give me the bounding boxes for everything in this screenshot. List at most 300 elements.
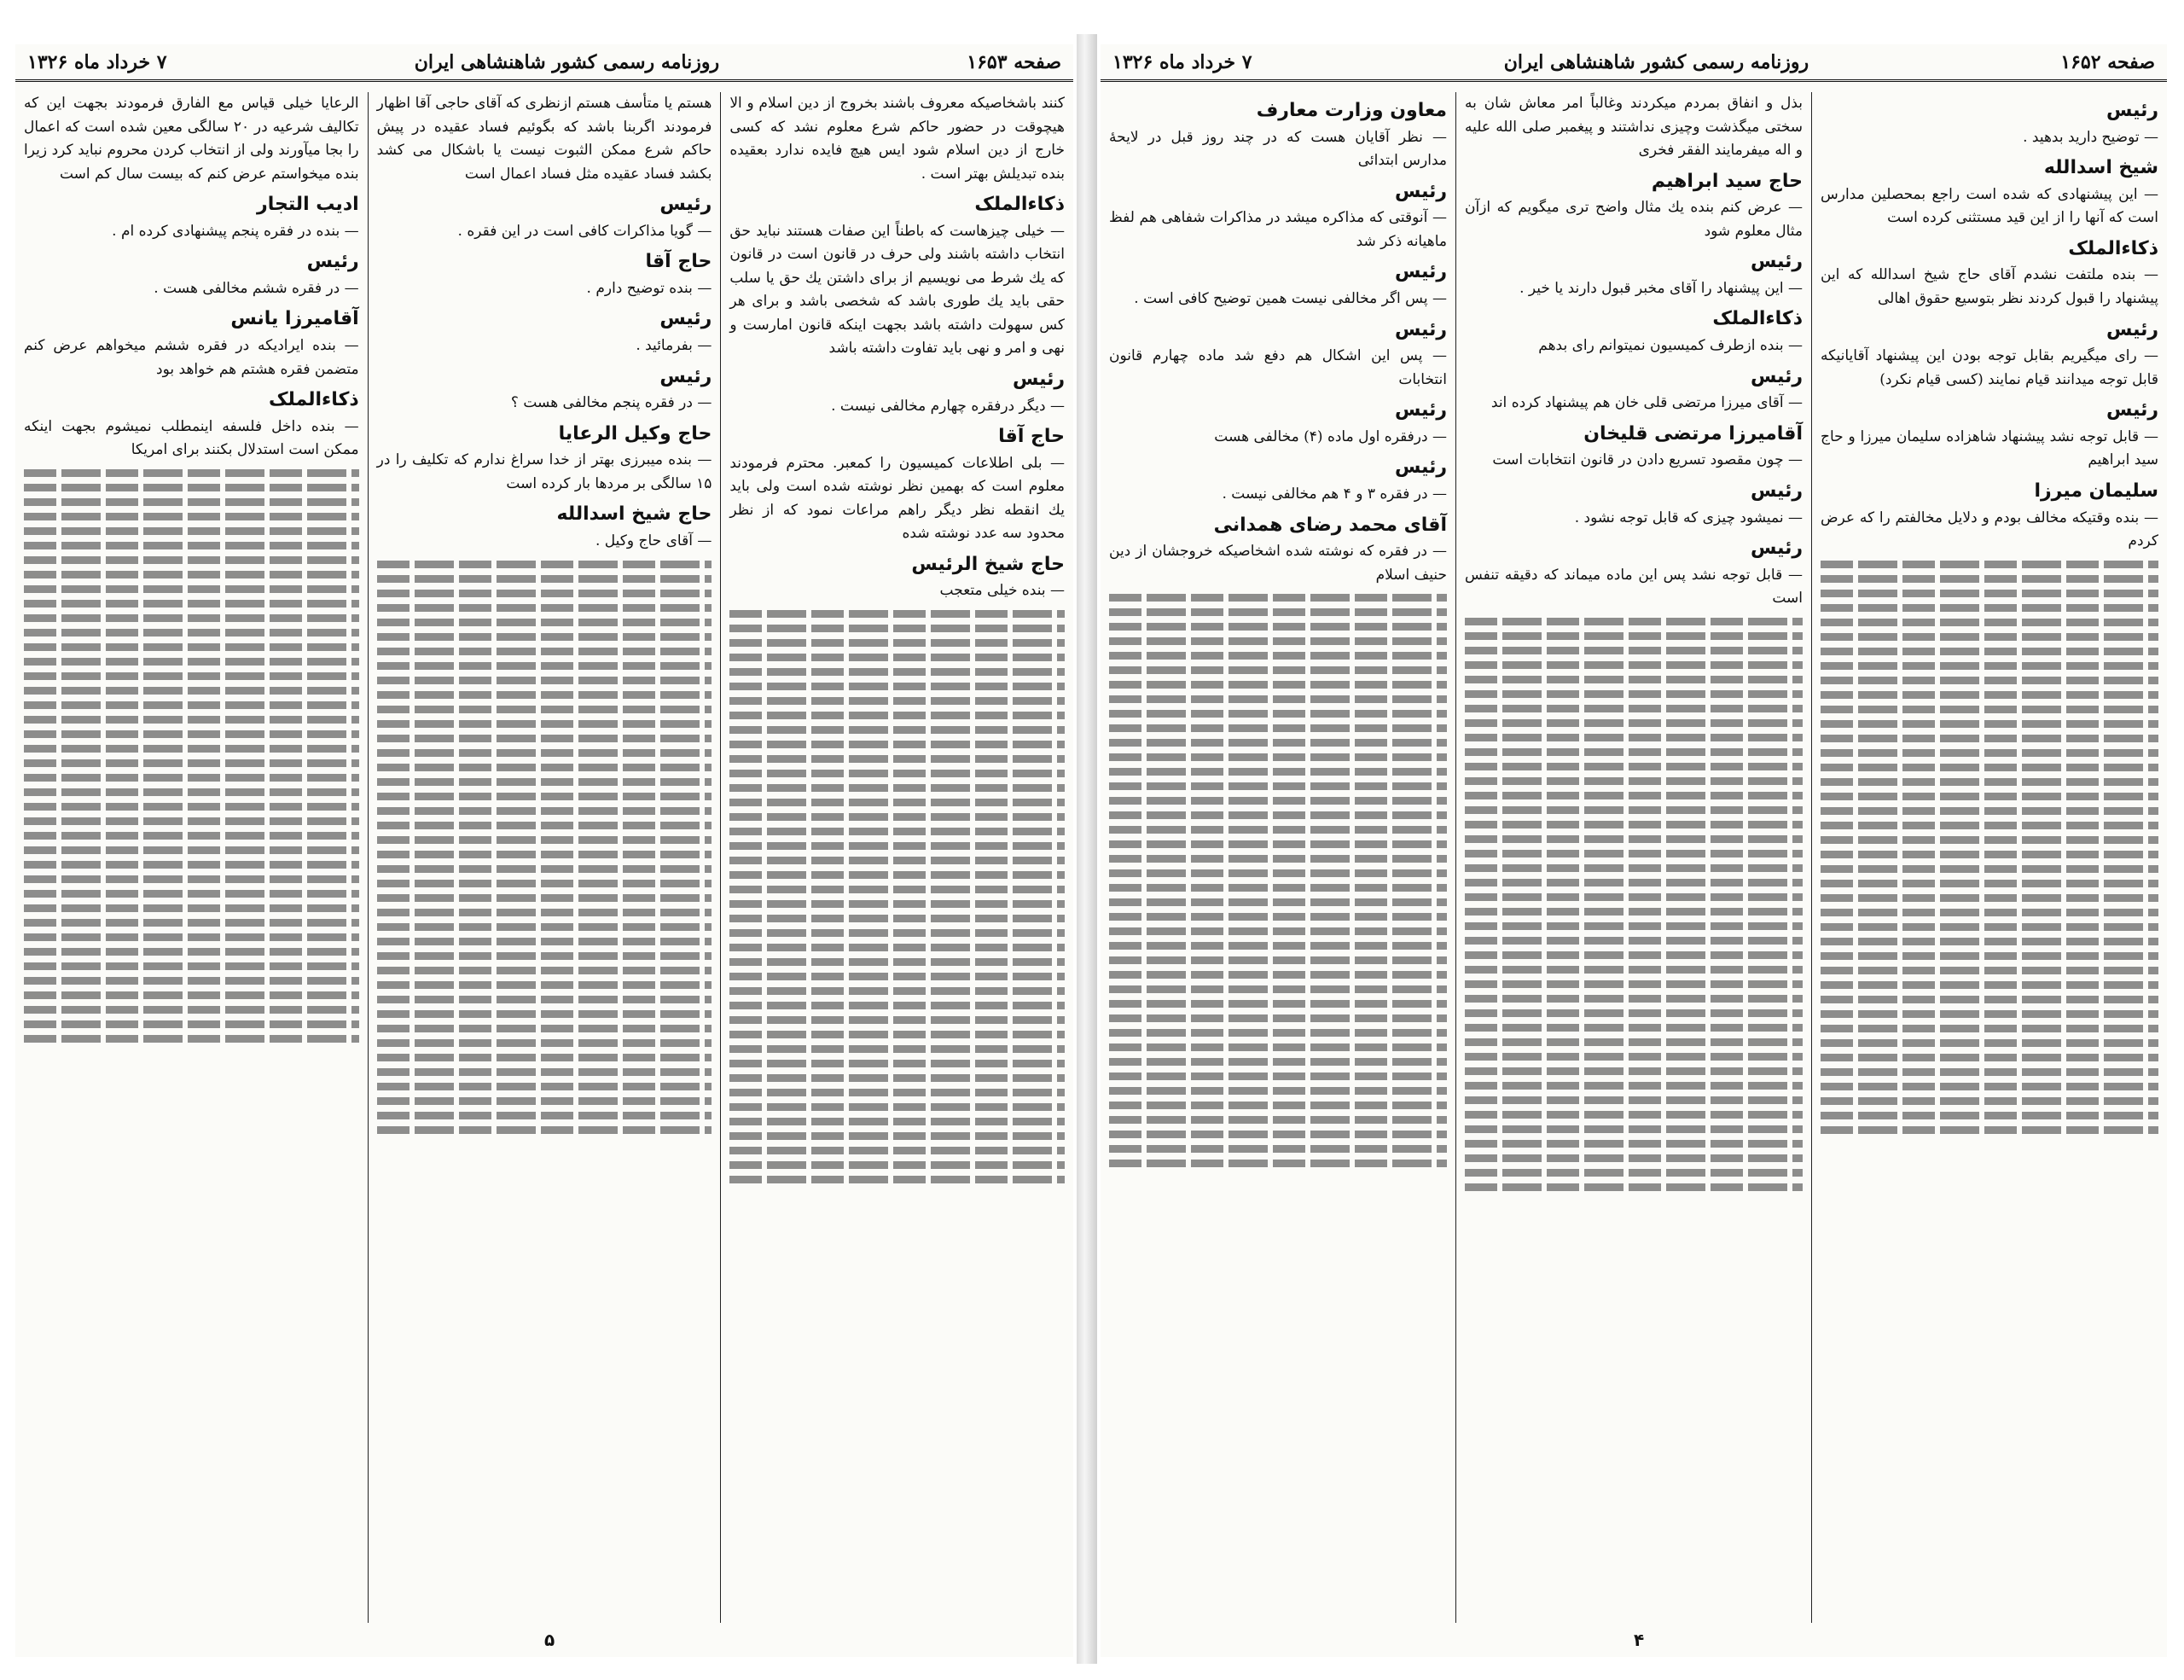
text-line-filler [377, 1054, 712, 1061]
page-footer-number: ۵ [544, 1630, 555, 1650]
speaker-name: آقای محمد رضای همدانی [1213, 514, 1447, 536]
text-line-filler [1109, 637, 1447, 645]
paragraph [377, 499, 712, 553]
text-line-filler [1465, 1169, 1803, 1177]
text-line-filler [24, 788, 359, 796]
speaker-name: شیخ اسدالله [2043, 157, 2158, 179]
text-line-filler [729, 1031, 1065, 1038]
text-line-filler [377, 662, 712, 670]
paragraph [1821, 476, 2158, 554]
paragraph [377, 304, 712, 358]
text-line-filler [24, 484, 359, 491]
text-line-filler [729, 799, 1065, 806]
paragraph [729, 421, 1065, 546]
paragraph [377, 92, 712, 186]
paragraph-text: — بنده داخل فلسفه اینمطلب نمیشوم بجهت اینکه ممکن است استدلال بکنند برای امریکا [23, 417, 359, 459]
text-line-filler [1465, 879, 1803, 887]
speaker-name: رئیس [2106, 100, 2158, 121]
speaker-name: رئیس [1394, 318, 1447, 340]
text-line-filler [377, 1068, 712, 1076]
right-page [1101, 44, 2167, 1657]
paragraph-text: — نمیشود چیزی که قابل توجه نشود . [1574, 509, 1803, 526]
speaker-name: رئیس [2106, 399, 2158, 421]
speaker-name: رئیس [1750, 365, 1803, 387]
text-line-filler [24, 585, 359, 593]
text-line-filler [1465, 748, 1803, 756]
text-line-filler [24, 875, 359, 883]
text-line-filler [1465, 1096, 1803, 1104]
paragraph-text: — چون مقصود تسریع دادن در قانون انتخابات است [1492, 451, 1803, 469]
text-line-filler [1465, 864, 1803, 872]
text-line-filler [729, 958, 1065, 966]
text-line-filler [1109, 1029, 1447, 1037]
text-line-filler [1109, 942, 1447, 950]
text-line-filler [377, 677, 712, 684]
paragraph [24, 247, 359, 300]
text-line-filler [377, 575, 712, 583]
paragraph [1109, 257, 1447, 311]
text-line-filler [729, 973, 1065, 980]
text-line-filler [1109, 782, 1447, 790]
text-line-filler [1821, 967, 2158, 974]
paragraph-text: — این پیشنهاد را آقای مخبر قبول دارند یا خیر . [1519, 279, 1803, 297]
page-number-label: صفحه ۱۶۵۳ [967, 50, 1061, 73]
text-line-filler [729, 987, 1065, 995]
text-line-filler [1821, 1097, 2158, 1105]
text-line-filler [1821, 1010, 2158, 1018]
speaker-name: رئیس [1394, 261, 1447, 283]
text-line-filler [729, 886, 1065, 893]
left-page [15, 44, 1073, 1657]
text-line-filler [1821, 865, 2158, 873]
text-line-filler [729, 1002, 1065, 1009]
text-line-filler [729, 654, 1065, 661]
text-line-filler [377, 952, 712, 960]
text-line-filler [1109, 695, 1447, 703]
text-line-filler [1465, 647, 1803, 654]
text-line-filler [24, 1006, 359, 1014]
text-line-filler [24, 846, 359, 854]
text-line-filler [1109, 768, 1447, 776]
text-column [368, 92, 721, 1623]
paragraph-text: — عرض کنم بنده یك مثال واضح تری میگویم که ازآن مثال معلوم شود [1465, 199, 1803, 240]
text-line-filler [377, 1083, 712, 1090]
text-line-filler [24, 774, 359, 782]
text-line-filler [24, 527, 359, 535]
speaker-name: ادیب التجار [257, 194, 359, 216]
text-column [720, 92, 1073, 1623]
text-line-filler [729, 712, 1065, 719]
paragraph [24, 92, 359, 186]
text-line-filler [377, 851, 712, 858]
text-line-filler [1821, 938, 2158, 945]
text-line-filler [1109, 739, 1447, 747]
text-line-filler [24, 1035, 359, 1043]
text-line-filler [1465, 893, 1803, 901]
paragraph-text: — در فقره که نوشته شده اشخاصیکه خروجشان از دین حنیف اسلام [1109, 543, 1447, 584]
speaker-name: سلیمان میرزا [2034, 480, 2158, 502]
text-line-filler [1109, 1014, 1447, 1022]
text-line-filler [1821, 894, 2158, 902]
text-line-filler [377, 1039, 712, 1047]
speaker-name: معاون وزارت معارف [1256, 100, 1447, 121]
text-line-filler [729, 683, 1065, 690]
speaker-name: ذکاءالملک [1712, 308, 1803, 330]
text-line-filler [24, 962, 359, 970]
paragraph-text: — بنده توضیح دارم . [586, 279, 712, 297]
text-line-filler [1465, 806, 1803, 814]
speaker-name: آقامیرزا یانس [230, 308, 359, 330]
speaker-name: رئیس [1750, 480, 1803, 502]
text-line-filler [729, 828, 1065, 835]
paragraph-text: — خیلی چیزهاست که باطناً این صفات هستند نباید حق انتخاب داشته باشند ولی حرف در قانون است در قانون که یك شرط می نویسیم از برای داشتن یك حق یا سلب حقی باید یك طوری باشد که شخصی باشد و برای هر کس سهولت داشته باشد بجهت اینکه قانون امارست و نهی و امر و نهی باید تفاوت داشته باشد [729, 222, 1065, 358]
paragraph [729, 364, 1065, 418]
paragraph [1465, 247, 1803, 300]
text-line-filler [24, 513, 359, 520]
text-line-filler [24, 817, 359, 825]
text-line-filler [377, 880, 712, 887]
text-line-filler [377, 822, 712, 829]
text-line-filler [729, 610, 1065, 618]
text-line-filler [24, 600, 359, 607]
paragraph-text: — توضیح دارید بدهید . [2023, 128, 2158, 146]
paragraph [1465, 533, 1803, 611]
text-line-filler [1109, 1116, 1447, 1124]
paragraph-text: — آقای میرزا مرتضی قلی خان هم پیشنهاد کرده اند [1490, 394, 1803, 412]
speaker-name: حاج شیخ الرئیس [911, 553, 1065, 575]
text-line-filler [377, 981, 712, 989]
text-line-filler [377, 923, 712, 931]
text-line-filler [1821, 836, 2158, 844]
text-line-filler [1109, 1145, 1447, 1153]
text-line-filler [1821, 561, 2158, 568]
text-line-filler [1109, 652, 1447, 660]
text-line-filler [1109, 898, 1447, 906]
paragraph-text: — بفرمائید . [636, 337, 712, 355]
text-line-filler [729, 1016, 1065, 1024]
issue-date: ۷ خرداد ماه ۱۳۲۶ [1112, 50, 1252, 73]
text-line-filler [24, 948, 359, 956]
paragraph-text: — نظر آقایان هست که در چند روز قبل در لایحهٔ مدارس ابتدائی [1109, 128, 1447, 170]
text-line-filler [24, 701, 359, 709]
text-line-filler [729, 813, 1065, 821]
paragraph-text: — قابل توجه نشد پیشنهاد شاهزاده سلیمان میرزا و حاج سید ابراهیم [1821, 427, 2158, 469]
text-line-filler [1821, 1039, 2158, 1047]
text-line-filler [377, 909, 712, 916]
paragraph [729, 189, 1065, 361]
text-line-filler [377, 590, 712, 597]
text-line-filler [377, 691, 712, 699]
paragraph [1821, 153, 2158, 230]
text-line-filler [377, 648, 712, 655]
text-line-filler [377, 894, 712, 902]
speaker-name: حاج شیخ اسدالله [556, 503, 712, 526]
text-line-filler [1109, 985, 1447, 993]
text-line-filler [1821, 952, 2158, 960]
text-line-filler [1465, 676, 1803, 683]
text-line-filler [24, 1020, 359, 1028]
text-line-filler [24, 977, 359, 985]
paragraph-text: — آقای حاج وکیل . [595, 532, 712, 550]
text-line-filler [1465, 1140, 1803, 1148]
speaker-name: حاج آقا [998, 426, 1065, 448]
paragraph-text: — در فقره ۳ و ۴ هم مخالفی نیست . [1222, 485, 1447, 503]
paragraph [24, 385, 359, 462]
text-line-filler [1821, 778, 2158, 786]
text-line-filler [1465, 850, 1803, 857]
paragraph [1465, 362, 1803, 416]
speaker-name: رئیس [2106, 318, 2158, 340]
text-line-filler [1821, 706, 2158, 713]
text-line-filler [24, 933, 359, 941]
text-line-filler [1465, 821, 1803, 828]
text-line-filler [1821, 749, 2158, 757]
text-line-filler [1465, 922, 1803, 930]
text-line-filler [1465, 719, 1803, 727]
text-line-filler [1821, 822, 2158, 829]
text-line-filler [1821, 1126, 2158, 1134]
text-line-filler [1465, 763, 1803, 770]
paragraph-text: — رای میگیریم بقابل توجه بودن این پیشنهاد آقایانیکه قابل توجه میدانند قیام نمایند (کسی قیام نکرد) [1821, 347, 2158, 388]
text-line-filler [377, 749, 712, 757]
speaker-name: ذکاءالملک [974, 194, 1065, 216]
text-line-filler [729, 1147, 1065, 1154]
speaker-name: آقامیرزا مرتضی قلیخان [1583, 422, 1803, 445]
text-line-filler [1109, 927, 1447, 935]
text-line-filler [377, 633, 712, 641]
text-line-filler [1465, 835, 1803, 843]
text-line-filler [24, 832, 359, 840]
text-line-filler [1465, 705, 1803, 712]
text-line-filler [729, 1060, 1065, 1067]
text-line-filler [1465, 1154, 1803, 1162]
text-line-filler [729, 1132, 1065, 1140]
text-line-filler [729, 639, 1065, 647]
text-line-filler [1109, 1131, 1447, 1138]
text-line-filler [377, 778, 712, 786]
paragraph [1465, 92, 1803, 163]
page-number-label: صفحه ۱۶۵۲ [2060, 50, 2155, 73]
text-line-filler [1465, 1024, 1803, 1032]
paragraph [1821, 315, 2158, 392]
paragraph-text: — پس این اشکال هم دفع شد ماده چهارم قانون انتخابات [1109, 347, 1447, 388]
paragraph-text: — دیگر درفقره چهارم مخالفی نیست . [831, 397, 1065, 415]
text-line-filler [377, 836, 712, 844]
text-line-filler [1465, 1009, 1803, 1017]
text-line-filler [377, 619, 712, 626]
paragraph [377, 189, 712, 243]
paragraph-text: — این پیشنهادی که شده است راجع بمحصلین مدارس است که آنها را از این قید مستثنی کرده است [1821, 185, 2158, 227]
paragraph [377, 362, 712, 416]
paragraph [1465, 476, 1803, 530]
paragraph-text: — بنده خیلی متعجب [939, 582, 1065, 600]
text-line-filler [729, 697, 1065, 705]
paragraph-text: — بنده وقتیکه مخالف بودم و دلایل مخالفتم را که عرض کردم [1821, 509, 2158, 550]
text-line-filler [1109, 681, 1447, 689]
text-column [1811, 92, 2167, 1623]
text-column [1455, 92, 1811, 1623]
speaker-name: رئیس [659, 365, 712, 387]
text-line-filler [729, 1074, 1065, 1082]
paragraph [377, 247, 712, 300]
text-line-filler [24, 672, 359, 680]
paragraph-text: — آنوقتی که مذاکره میشد در مذاکرات شفاهی هم لفظ ماهیانه ذکر شد [1109, 209, 1447, 250]
text-line-filler [1109, 971, 1447, 979]
text-line-filler [1465, 995, 1803, 1003]
paragraph-text: هستم یا متأسف هستم ازنظری که آقای حاجی آقا اظهار فرمودند اگربنا باشد که بگوئیم فساد عقیده در پیش حاکم شرع ممکن الثبوت نیست یا باشکال می کشد بکشد فساد عقیده مثل فساد اعمال است [376, 95, 712, 183]
speaker-name: رئیس [1012, 368, 1065, 390]
text-line-filler [1109, 1043, 1447, 1051]
page-footer-number: ۴ [1634, 1630, 1645, 1650]
text-line-filler [24, 890, 359, 898]
text-line-filler [1465, 618, 1803, 625]
speaker-name: حاج سید ابراهیم [1651, 170, 1803, 192]
text-line-filler [1465, 1038, 1803, 1046]
text-line-filler [729, 1176, 1065, 1183]
paragraph [24, 189, 359, 243]
text-line-filler [1109, 797, 1447, 805]
text-line-filler [1465, 661, 1803, 669]
text-line-filler [24, 469, 359, 477]
paragraph [1465, 419, 1803, 473]
text-line-filler [729, 842, 1065, 850]
text-line-filler [24, 498, 359, 506]
paragraph-text: — بنده ایرادیکه در فقره ششم میخواهم عرض کنم متضمن فقره هشتم هم خواهد بود [23, 337, 359, 378]
text-line-filler [1465, 1082, 1803, 1090]
text-line-filler [729, 755, 1065, 763]
text-line-filler [729, 929, 1065, 937]
text-columns [1101, 92, 2167, 1623]
paragraph-text: — پس اگر مخالفی نیست همین توضیح کافی است . [1134, 290, 1447, 307]
text-line-filler [377, 706, 712, 713]
text-line-filler [24, 614, 359, 622]
page-header [15, 44, 1073, 82]
text-line-filler [729, 741, 1065, 748]
text-line-filler [1821, 764, 2158, 771]
text-line-filler [1821, 880, 2158, 887]
text-line-filler [24, 658, 359, 666]
paragraph-text: — بنده ملتفت نشدم آقای حاج شیخ اسدالله که این پیشنهاد را قبول کردند نظر بتوسیع حقوق اهالی [1821, 266, 2158, 307]
text-line-filler [377, 1025, 712, 1032]
text-line-filler [1821, 996, 2158, 1003]
text-line-filler [729, 944, 1065, 951]
text-line-filler [24, 571, 359, 578]
text-line-filler [729, 1161, 1065, 1169]
text-line-filler [1109, 884, 1447, 892]
paragraph [1821, 234, 2158, 311]
text-line-filler [1109, 1160, 1447, 1167]
text-line-filler [1109, 811, 1447, 819]
text-line-filler [24, 745, 359, 753]
paragraph-text: — بنده ازطرف کمیسیون نمیتوانم رای بدهم [1538, 337, 1803, 355]
newspaper-title: روزنامه رسمی کشور شاهنشاهی ایران [414, 50, 720, 73]
text-line-filler [1465, 980, 1803, 988]
issue-date: ۷ خرداد ماه ۱۳۲۶ [27, 50, 167, 73]
paragraph-text: کنند باشخاصیکه معروف باشند بخروج از دین اسلام و الا هیچوقت در حضور حاکم شرع معلوم نشد که کسی خارج از دین اسلام شود ایس هیچ فایده ندارد بعقیده بنده تبدیلش بهتر است . [729, 95, 1065, 183]
text-line-filler [1109, 1073, 1447, 1080]
text-line-filler [1821, 851, 2158, 858]
text-line-filler [377, 807, 712, 815]
text-line-filler [24, 730, 359, 738]
text-line-filler [1821, 909, 2158, 916]
text-line-filler [1821, 619, 2158, 626]
text-line-filler [1821, 648, 2158, 655]
text-line-filler [1109, 1087, 1447, 1095]
paragraph-text: — در فقره ششم مخالفی هست . [154, 279, 359, 297]
text-line-filler [24, 629, 359, 637]
text-line-filler [1109, 1102, 1447, 1109]
text-line-filler [729, 726, 1065, 734]
text-line-filler [1821, 1025, 2158, 1032]
text-line-filler [1821, 1112, 2158, 1119]
text-line-filler [1465, 1111, 1803, 1119]
text-line-filler [1465, 1053, 1803, 1061]
text-line-filler [729, 871, 1065, 879]
paragraph [24, 304, 359, 381]
text-line-filler [1821, 923, 2158, 931]
text-line-filler [24, 542, 359, 549]
text-line-filler [24, 716, 359, 724]
text-line-filler [24, 687, 359, 695]
paragraph-text: — بنده در فقره پنجم پیشنهادی کرده ام . [112, 222, 359, 240]
text-line-filler [1109, 666, 1447, 674]
text-line-filler [1109, 1000, 1447, 1008]
text-columns [15, 92, 1073, 1623]
text-column [1101, 92, 1455, 1623]
text-line-filler [729, 784, 1065, 792]
text-line-filler [1821, 807, 2158, 815]
paragraph-text: — درفقره اول ماده (۴) مخالفی هست [1214, 427, 1447, 445]
book-gutter [1077, 34, 1097, 1664]
paragraph [1109, 452, 1447, 506]
speaker-name: ذکاءالملک [2068, 237, 2158, 259]
text-line-filler [729, 625, 1065, 632]
paragraph [729, 549, 1065, 603]
paragraph-text: — قابل توجه نشد پس این ماده میماند که دقیقه تنفس است [1465, 566, 1803, 607]
text-line-filler [1821, 662, 2158, 670]
text-line-filler [377, 604, 712, 612]
paragraph-text: بذل و انفاق بمردم میکردند وغالباً امر معاش شان به سختی میگذشت وچیزی نداشتند و پیغمبر صلی الله علیه و اله میفرمایند الفقر فخری [1465, 95, 1803, 160]
text-line-filler [1109, 623, 1447, 631]
text-line-filler [1109, 608, 1447, 616]
text-line-filler [377, 1010, 712, 1018]
text-line-filler [1465, 951, 1803, 959]
text-line-filler [729, 1045, 1065, 1053]
text-line-filler [377, 938, 712, 945]
speaker-name: رئیس [1394, 180, 1447, 202]
text-line-filler [377, 764, 712, 771]
speaker-name: رئیس [1750, 538, 1803, 560]
text-line-filler [377, 1112, 712, 1119]
text-line-filler [1109, 913, 1447, 921]
text-line-filler [24, 803, 359, 811]
text-line-filler [729, 668, 1065, 676]
text-line-filler [729, 770, 1065, 777]
text-line-filler [1821, 604, 2158, 612]
text-column [15, 92, 368, 1623]
paragraph-text: — بلی اطلاعات کمیسیون را کمعبر. محترم فرمودند معلوم است که بهمین نظر نوشته شده است ولی باید یك انقطه نظر دیگر راهم مراعات نمود که از نظر محدود سه عدد نوشته شده [729, 454, 1065, 543]
text-line-filler [1821, 1083, 2158, 1090]
text-line-filler [1821, 633, 2158, 641]
text-line-filler [729, 857, 1065, 864]
text-line-filler [1821, 590, 2158, 597]
text-line-filler [1109, 1058, 1447, 1066]
text-line-filler [377, 1097, 712, 1105]
text-line-filler [1821, 793, 2158, 800]
text-line-filler [377, 967, 712, 974]
text-line-filler [1821, 691, 2158, 699]
text-line-filler [1465, 1183, 1803, 1191]
